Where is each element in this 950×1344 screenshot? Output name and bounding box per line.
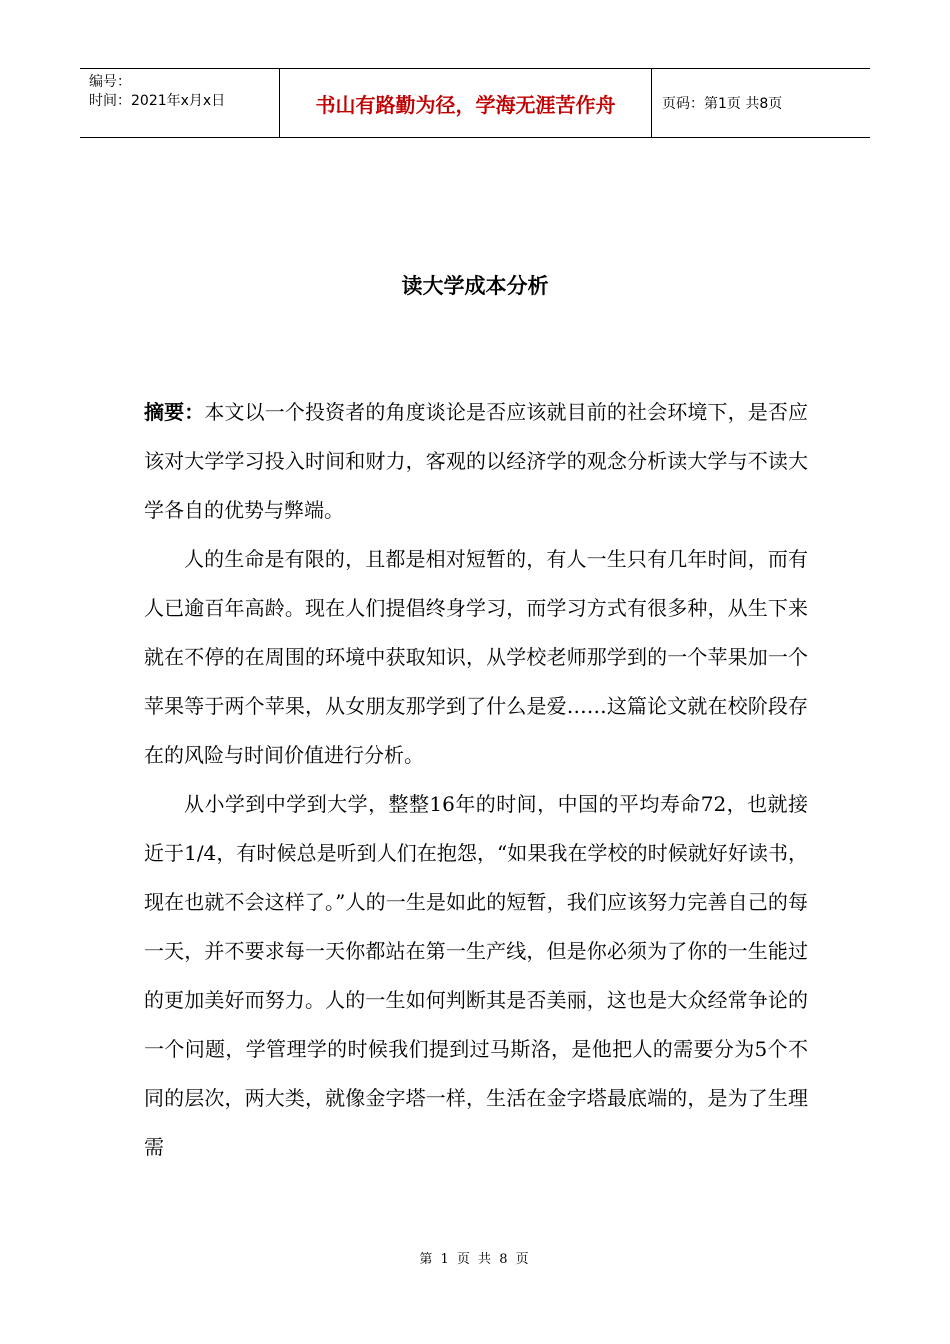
abstract-label: 摘要： — [144, 400, 205, 424]
body-paragraph: 人的生命是有限的，且都是相对短暂的，有人一生只有几年时间，而有人已逾百年高龄。现在人们提倡终身学习，而学习方式有很多种，从生下来就在不停的在周围的环境中获取知识，从学校老师那学到的一个苹果加一个苹果等于两个苹果，从女朋友那学到了什么是爱……这篇论文就在校阶段存在的风险与时间价值进行分析。 — [144, 547, 808, 767]
header-page-info: 页码：第1页 共8页 — [662, 96, 783, 112]
header-meta — [80, 69, 280, 137]
document-title: 读大学成本分析 — [401, 274, 549, 298]
number-label: 编号： — [89, 74, 131, 90]
page-footer: 第 1 页 共 8 页 — [419, 1252, 531, 1267]
abstract-paragraph — [144, 388, 808, 535]
document-body — [144, 388, 808, 1172]
body-paragraph: 从小学到中学到大学，整整16年的时间，中国的平均寿命72，也就接近于1/4，有时候总是听到人们在抱怨，“如果我在学校的时候就好好读书，现在也就不会这样了。”人的一生是如此的短暂，我们应该努力完善自己的每一天，并不要求每一天你都站在第一生产线，但是你必须为了你的一生能过的更加美好而努力。人的一生如何判断其是否美丽，这也是大众经常争论的一个问题，学管理学的时候我们提到过马斯洛，是他把人的需要分为5个不同的层次，两大类，就像金字塔一样，生活在金字塔最底端的，是为了生理需 — [144, 792, 808, 1159]
time-label: 时间：2021年x月x日 — [89, 93, 226, 109]
header-motto: 书山有路勤为径，学海无涯苦作舟 — [280, 69, 652, 137]
abstract-text: 本文以一个投资者的角度谈论是否应该就目前的社会环境下，是否应该对大学学习投入时间和财力，客观的以经济学的观念分析读大学与不读大学各自的优势与弊端。 — [144, 400, 808, 522]
page-header — [80, 68, 870, 138]
